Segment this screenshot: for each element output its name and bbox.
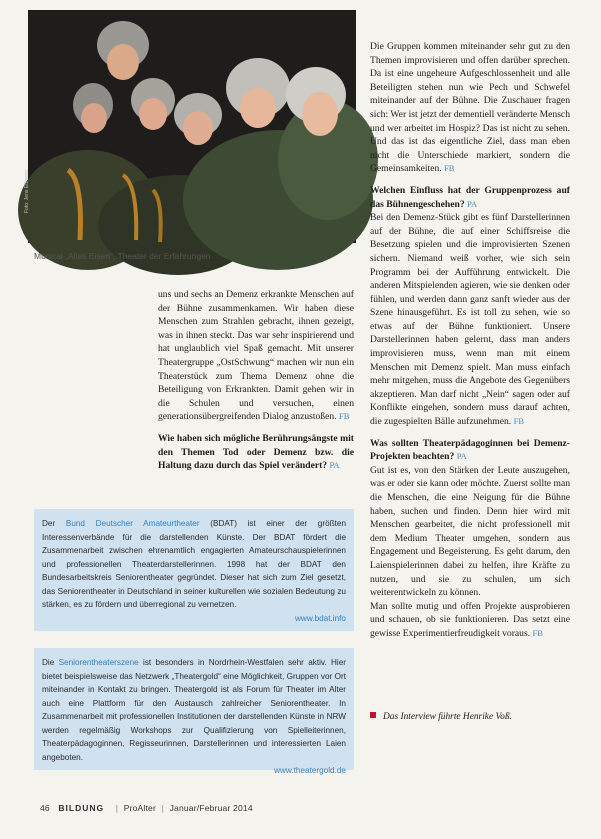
theatergold-link[interactable]: www.theatergold.de <box>274 766 346 775</box>
photo-illustration <box>28 10 356 243</box>
separator: | <box>161 803 164 813</box>
answer-text: Gut ist es, von den Stärken der Leute auszugehen, was er oder sie kann oder möchte. Zuerst sollte man die Menschen, die eine Neigung für die Bühne haben, suchen und finden. Denn hier wird mit Menschen gearbeitet, die nicht professionell mit dem Medium Theater umgehen, sondern aus Engagement und Begeisterung. Es geht darum, den Laienspielerinnen dabei zu helfen, ihre Kräfte zu nutzen, und sie zu schulen, um sich weiterentwickeln zu können. <box>370 464 570 599</box>
interview-question <box>370 184 570 211</box>
right-column <box>370 40 570 641</box>
box-text: Der <box>42 519 66 528</box>
answer-initials: FB <box>532 627 543 638</box>
theater-photo <box>24 10 356 243</box>
interview-answer <box>370 40 570 176</box>
info-box-theatergold <box>34 648 354 775</box>
question-text: Was sollten Theaterpädagoginnen bei Demenz-Projekten beachten? <box>370 437 570 463</box>
page-number: 46 <box>40 803 50 813</box>
interview-answer <box>370 211 570 429</box>
interview-question <box>158 432 354 473</box>
answer-text: Bei den Demenz-Stück gibt es fünf Darstellerinnen auf der Bühne, die auf einer Schiffsreise die Besetzung spielen und die improvisierten Szenen sichern. Niemand weiß vorher, wie sich sein Programm bei der Aufführung entwickelt. Die anderen Mitspielenden agieren, wie sie denken oder fühlen, und werden dann ganz sanft wieder aus der Szene hinausgeführt. Es ist toll zu sehen, wie so etwas auf der Bühne funktioniert. Unsere Darstellerinnen haben gelernt, dass man anders improvisieren muss, wenn man mit einem Menschen mit Demenz spielt. Man muss einfach mehr mitgehen, muss die Angebote des Gegenübers akzeptieren. Man darf nicht „Nein“ sagen oder auf Konflikte eingehen, sondern muss darauf achten, die zugespielten Bälle aufzunehmen. <box>370 212 570 428</box>
issue-date: Januar/Februar 2014 <box>169 803 253 813</box>
answer-text: Die Gruppen kommen miteinander sehr gut zu den Themen improvisieren und offen darüber sprechen. Da ist eine ungeheure Aufgeschlossenheit und alle Beteiligten stehen nun wie Pech und Schwefel miteinander auf der Bühne. Die Zuschauer fragen sich: Wer ist jetzt der dementiell veränderte Mensch und wer arbeitet im Hospiz? Das ist nicht zu sehen. Und das ist das eigentliche Ziel, dass man eben nicht die Unterschiede markiert, sondern die Gemeinsamkeiten. <box>370 41 570 175</box>
separator: | <box>115 803 119 813</box>
interview-question <box>370 437 570 464</box>
page-footer <box>40 803 253 813</box>
answer-text: Man sollte mutig und offen Projekte ausprobieren und schauen, ob sie funktionieren. Das setzt eine gewisse Experimentierfreudigkeit voraus. <box>370 600 570 639</box>
box-text: (BDAT) ist einer der größten Interessenverbände für die darstellenden Künste. Der BDAT fördert die Zusammenarbeit zwischen ehrenamtlich engagierten Amateurschauspielerinnen und professionellen Theaterdarstellerinnen. 1998 hat der BDAT den Bundesarbeitskreis Seniorentheater gegründet. Dieser hat sich zum Ziel gesetzt, das Seniorentheater in Deutschland in seiner kulturellen wie sozialen Bedeutung zu stärken, es zu fördern und überregional zu vernetzen. <box>42 519 347 609</box>
info-box-bdat <box>34 509 354 631</box>
question-initials: PA <box>467 198 478 209</box>
answer-initials: FB <box>338 411 350 422</box>
photo-caption: Musical „Alles Eisen“, Theater der Erfahrungen <box>34 251 211 261</box>
question-text: Welchen Einfluss hat der Gruppenprozess auf das Bühnengeschehen? <box>370 184 570 210</box>
question-initials: PA <box>456 451 467 462</box>
answer-initials: FB <box>513 416 524 427</box>
bdat-link[interactable]: www.bdat.info <box>295 613 346 623</box>
signoff-text: Das Interview führte Henrike Voß. <box>383 712 512 722</box>
answer-initials: FB <box>444 163 455 174</box>
photo-credit: Foto: Jens Eßmeier <box>24 169 30 213</box>
scene-name: Seniorentheaterszene <box>58 658 139 667</box>
box-text: Die <box>42 658 59 667</box>
red-square-icon <box>370 712 376 718</box>
magazine-name: ProAlter <box>123 803 157 813</box>
question-initials: PA <box>329 460 340 471</box>
interview-answer <box>370 464 570 600</box>
question-text: Wie haben sich mögliche Berührungsängste mit den Themen Tod oder Demenz bzw. die Haltung dazu durch das Spiel verändert? <box>158 432 354 472</box>
middle-column <box>158 288 354 473</box>
organisation-name: Bund Deutscher Amateurtheater <box>65 519 200 528</box>
interview-answer <box>370 600 570 641</box>
interview-answer <box>158 288 354 424</box>
answer-text: uns und sechs an Demenz erkrankte Menschen auf der Bühne zusammenkamen. Wir haben diese Menschen zum Strahlen gebracht, ihnen gezeigt, was in ihnen steckt. Das war sehr inspirierend und hat unglaublich viel Spaß gemacht. Mit unserer Theatergruppe „OstSchwung“ machen wir nun ein Theaterstück zum Thema Demenz ohne die Beteiligung von Erkrankten. Damit gehen wir in die Schulen und versuchen, einen generationsübergreifenden Dialog anzustoßen. <box>158 289 354 423</box>
section-name: BILDUNG <box>58 803 105 813</box>
interview-signoff <box>370 712 512 722</box>
box-text: ist besonders in Nordrhein-Westfalen sehr aktiv. Hier bietet beispielsweise das Netzwerk „Theatergold“ eine Möglichkeit, Gruppen vor Ort miteinander in Kontakt zu bringen. Theatergold ist als Forum für Theater im Alter auch eine Plattform für den Austausch zahlreicher Seniorentheater. In Zusammenarbeit mit professionellen Institutionen der darstellenden Künste in NRW werden regelmäßig Workshops zur Qualifizierung von Spielleiterinnen, Theaterpädagoginnen, Regisseurinnen, Darstellerinnen und interessierten Laien angeboten. <box>42 658 347 762</box>
